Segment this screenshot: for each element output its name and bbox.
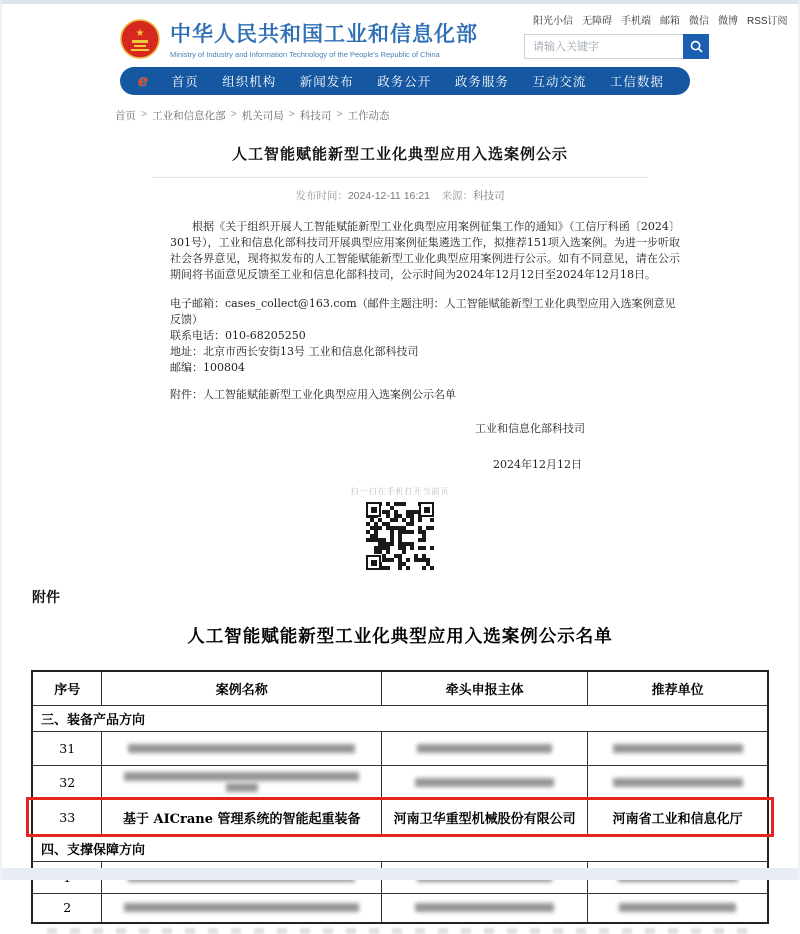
case-no-cell: 33 (32, 799, 102, 835)
breadcrumb (115, 108, 798, 123)
header-right (524, 12, 788, 59)
signature-date: 2024年12月12日 (493, 458, 582, 471)
section-title: 四、支撑保障方向 (32, 835, 768, 861)
redacted-text (124, 903, 359, 912)
table-row (32, 765, 768, 799)
article (120, 143, 680, 575)
national-emblem-icon (120, 19, 160, 59)
col-header-applicant: 牵头申报主体 (382, 671, 588, 705)
breadcrumb-separator: > (141, 108, 148, 120)
publish-time-label: 发布时间： (295, 190, 348, 202)
contact-address: 地址：北京市西长安街13号 工业和信息化部科技司 (170, 345, 419, 358)
site-header (2, 4, 798, 59)
nav-data[interactable]: 工信数据 (609, 75, 664, 89)
redacted-text (124, 772, 359, 781)
case-name-cell (102, 731, 382, 765)
source-label: 来源： (441, 190, 474, 202)
recommender-cell (588, 765, 768, 799)
attachment-title: 人工智能赋能新型工业化典型应用入选案例公示名单 (187, 626, 613, 646)
applicant-cell: 河南卫华重型机械股份有限公司 (382, 799, 588, 835)
redacted-text (417, 744, 552, 753)
breadcrumb-separator: > (336, 108, 343, 120)
nav-news[interactable]: 新闻发布 (299, 75, 354, 89)
link-mail[interactable]: 邮箱 (660, 16, 680, 27)
breadcrumb-tech-dept[interactable]: 科技司 (299, 110, 332, 122)
case-no-cell: 31 (32, 731, 102, 765)
watermark-strip (47, 928, 753, 934)
applicant-cell (382, 893, 588, 923)
breadcrumb-separator: > (230, 108, 237, 120)
title-divider (152, 177, 648, 178)
table-header-row (32, 671, 768, 705)
qr-finder-icon (419, 502, 434, 517)
search-button[interactable] (683, 34, 709, 59)
quick-links (524, 12, 788, 27)
nav-gov-services[interactable]: 政务服务 (454, 75, 509, 89)
section-title: 三、装备产品方向 (32, 705, 768, 731)
article-paragraph: 根据《关于组织开展人工智能赋能新型工业化典型应用案例征集工作的通知》（工信厅科函〔2024〕301号），工业和信息化部科技司开展典型应用案例征集遴选工作，拟推荐151项入选案例。为进一步听取社会各界意见，现将拟发布的人工智能赋能新型工业化典型应用案例进行公示。如有不同意见，请在公示期间将书面意见反馈至工业和信息化部科技司，公示时间为2024年12月12日至2024年12月18日。 (170, 220, 680, 281)
recommender-cell (588, 731, 768, 765)
link-wechat[interactable]: 微信 (689, 16, 709, 27)
brand-text (170, 18, 478, 59)
case-name-cell (102, 765, 382, 799)
highlighted-case-row (32, 799, 768, 835)
applicant-cell (382, 765, 588, 799)
redacted-text (613, 744, 743, 753)
section-row-equipment (32, 705, 768, 731)
search-box (524, 34, 709, 59)
site-title-en: Ministry of Industry and Information Technology of the People's Republic of China (170, 50, 440, 59)
miit-e-logo-icon[interactable]: e (138, 71, 149, 90)
redacted-text (619, 903, 736, 912)
case-name-cell (102, 893, 382, 923)
recommender-cell: 河南省工业和信息化厅 (588, 799, 768, 835)
case-no-cell: 32 (32, 765, 102, 799)
qr-code (366, 502, 434, 570)
link-mobile[interactable]: 手机端 (621, 16, 651, 27)
redacted-text (415, 778, 554, 787)
applicant-cell (382, 731, 588, 765)
table-row (32, 893, 768, 923)
svg-text:★: ★ (135, 27, 145, 39)
redacted-text (613, 778, 743, 787)
qr-finder-icon (366, 502, 381, 517)
breadcrumb-home[interactable]: 首页 (115, 110, 136, 122)
publish-time-value: 2024-12-11 16:21 (347, 190, 430, 202)
site-title-cn: 中华人民共和国工业和信息化部 (170, 23, 478, 46)
col-header-no: 序号 (32, 671, 102, 705)
section-row-support (32, 835, 768, 861)
signature: 工业和信息化部科技司 (475, 422, 585, 435)
recommender-cell (588, 893, 768, 923)
breadcrumb-separator: > (288, 108, 295, 120)
contact-phone: 联系电话：010-68205250 (170, 329, 306, 342)
table-row (32, 731, 768, 765)
link-weibo[interactable]: 微博 (718, 16, 738, 27)
attachment-label: 附件 (32, 589, 60, 605)
link-accessibility[interactable]: 无障碍 (582, 16, 612, 27)
attachment-link[interactable]: 附件：人工智能赋能新型工业化典型应用入选案例公示名单 (170, 388, 456, 401)
contact-email: 电子邮箱：cases_collect@163.com（邮件主题注明：人工智能赋能新型工业化典型应用入选案例意见反馈） (170, 297, 676, 326)
cases-table-wrap (31, 670, 769, 924)
search-input[interactable] (524, 34, 683, 59)
qr-block (120, 486, 680, 575)
article-title: 人工智能赋能新型工业化典型应用入选案例公示 (231, 146, 568, 163)
contact-block (170, 296, 680, 376)
col-header-recommender: 推荐单位 (588, 671, 768, 705)
main-nav (120, 67, 690, 95)
redacted-text (226, 783, 258, 792)
bottom-edge (2, 868, 798, 880)
redacted-text (128, 744, 355, 753)
cases-table (31, 670, 769, 924)
breadcrumb-departments[interactable]: 机关司局 (241, 110, 284, 122)
nav-organization[interactable]: 组织机构 (222, 75, 277, 89)
breadcrumb-miit[interactable]: 工业和信息化部 (152, 110, 226, 122)
nav-home[interactable]: 首页 (171, 75, 199, 89)
qr-caption: 扫一扫在手机打开当前页 (350, 487, 450, 496)
redacted-text (415, 903, 554, 912)
article-meta (120, 188, 680, 203)
col-header-case-name: 案例名称 (102, 671, 382, 705)
nav-gov-disclosure[interactable]: 政务公开 (377, 75, 432, 89)
link-rss[interactable]: RSS订阅 (747, 16, 788, 27)
contact-zipcode: 邮编：100804 (170, 361, 245, 374)
nav-interaction[interactable]: 互动交流 (532, 75, 587, 89)
case-no-cell: 2 (32, 893, 102, 923)
breadcrumb-current: 工作动态 (347, 110, 390, 122)
qr-finder-icon (366, 555, 381, 570)
case-name-cell: 基于 AICrane 管理系统的智能起重装备 (102, 799, 382, 835)
search-icon (690, 40, 703, 53)
site-brand[interactable] (120, 18, 478, 59)
link-yangguangxiaoxin[interactable]: 阳光小信 (533, 16, 573, 27)
source-value: 科技司 (473, 190, 505, 202)
